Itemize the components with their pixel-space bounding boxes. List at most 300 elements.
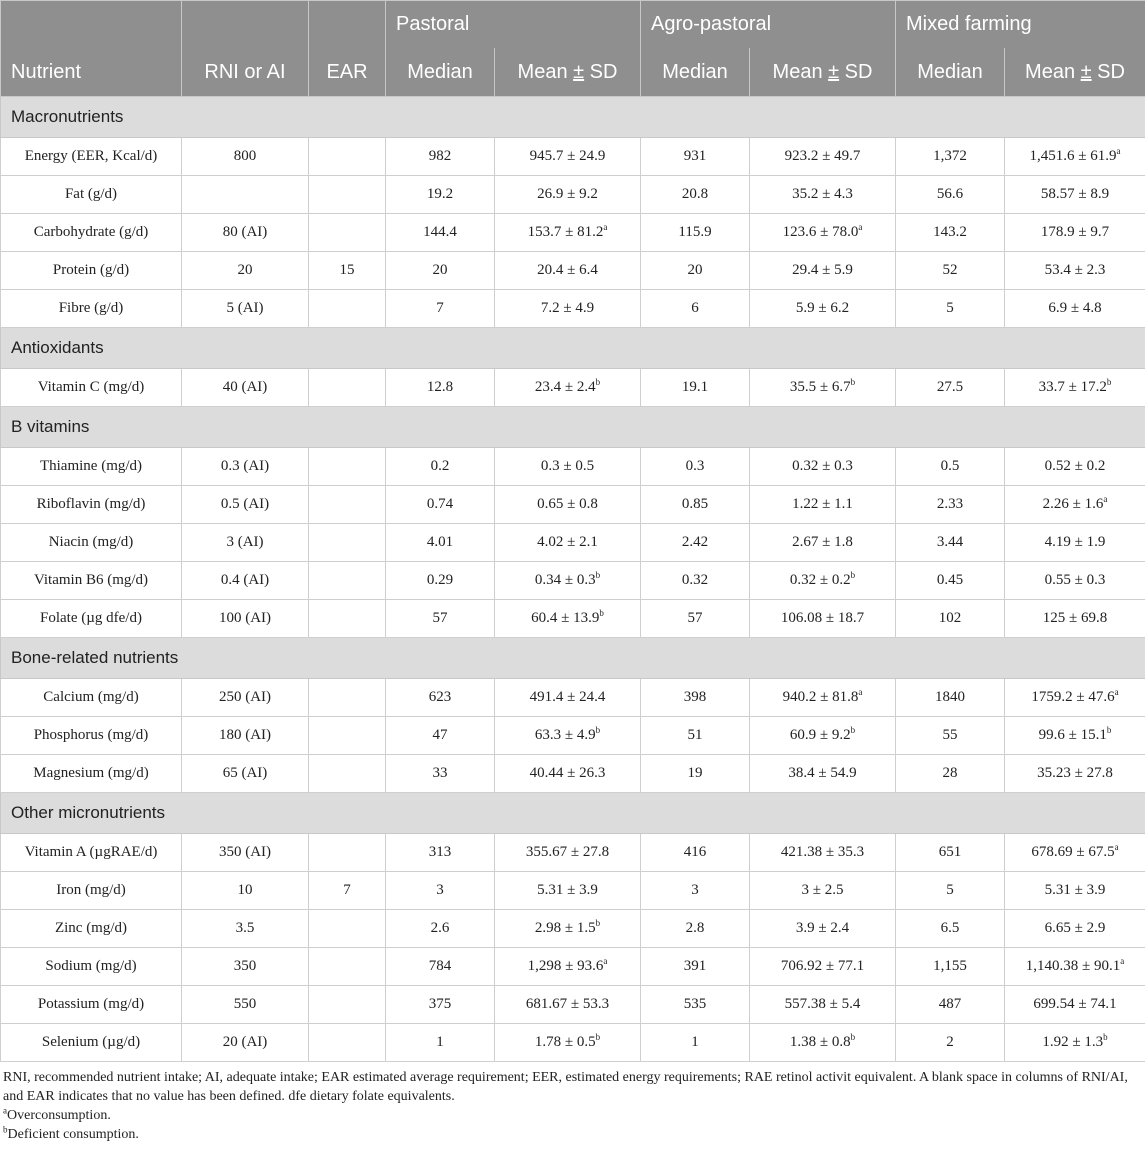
cell-nutrient bbox=[1, 910, 182, 948]
cell-ear bbox=[309, 948, 386, 986]
cell-value: 1.22 ± 1.1 bbox=[792, 496, 853, 512]
cell-value: 375 bbox=[428, 996, 452, 1012]
cell-value: 982 bbox=[428, 148, 452, 164]
cell-median bbox=[386, 755, 495, 793]
cell-value: 416 bbox=[683, 844, 707, 860]
cell-value: 940.2 ± 81.8 bbox=[782, 689, 859, 705]
table-row bbox=[1, 524, 1145, 562]
cell-ear bbox=[309, 562, 386, 600]
cell-mean-sd bbox=[750, 948, 896, 986]
cell-rni bbox=[182, 524, 309, 562]
cell-nutrient bbox=[1, 600, 182, 638]
cell-value: 706.92 ± 77.1 bbox=[780, 958, 865, 974]
table-row bbox=[1, 369, 1145, 407]
cell-value: 0.4 (AI) bbox=[220, 572, 270, 588]
cell-value: 1,372 bbox=[933, 148, 967, 164]
cell-mean-sd bbox=[495, 448, 641, 486]
cell-ear bbox=[309, 717, 386, 755]
footnote-marker: b bbox=[1106, 377, 1112, 387]
column-header-mean-sd: Mean ± SD bbox=[750, 48, 896, 97]
cell-value: 0.65 ± 0.8 bbox=[537, 496, 598, 512]
cell-value: Sodium (mg/d) bbox=[45, 958, 137, 974]
cell-nutrient bbox=[1, 755, 182, 793]
cell-value: 51 bbox=[687, 727, 703, 743]
table-row bbox=[1, 562, 1145, 600]
footnote-marker: a bbox=[1114, 842, 1119, 852]
footnote-marker: b bbox=[850, 570, 856, 580]
cell-nutrient bbox=[1, 562, 182, 600]
cell-median bbox=[896, 214, 1005, 252]
group-header-agro-pastoral: Agro-pastoral bbox=[641, 1, 896, 49]
cell-value: Calcium (mg/d) bbox=[43, 689, 139, 705]
cell-median bbox=[386, 834, 495, 872]
section-row bbox=[1, 638, 1145, 679]
footnote-marker: b bbox=[1106, 725, 1112, 735]
cell-mean-sd bbox=[1005, 834, 1145, 872]
cell-mean-sd bbox=[495, 214, 641, 252]
cell-value: 2.67 ± 1.8 bbox=[792, 534, 853, 550]
cell-value: Protein (g/d) bbox=[52, 262, 130, 278]
cell-value: 2.98 ± 1.5 bbox=[534, 920, 596, 936]
cell-value: Iron (mg/d) bbox=[56, 882, 126, 898]
section-row bbox=[1, 97, 1145, 138]
footnote-abbreviations: RNI, recommended nutrient intake; AI, adequate intake; EAR estimated average requirement; EER, estimated energy requirements; RAE retinol activit equivalent. A blank space in columns of RNI/AI, and EAR indicates that no value has been defined. dfe dietary folate equivalents. bbox=[3, 1070, 1128, 1104]
cell-value: 35.2 ± 4.3 bbox=[792, 186, 853, 202]
footnote-marker: b bbox=[595, 377, 601, 387]
section-title: Bone-related nutrients bbox=[1, 638, 1145, 679]
cell-mean-sd bbox=[495, 252, 641, 290]
cell-median bbox=[896, 834, 1005, 872]
footnote-marker: a bbox=[1116, 146, 1121, 156]
cell-mean-sd bbox=[750, 486, 896, 524]
table-row bbox=[1, 755, 1145, 793]
table-row bbox=[1, 834, 1145, 872]
cell-mean-sd bbox=[495, 755, 641, 793]
cell-mean-sd bbox=[750, 834, 896, 872]
cell-value: 2 bbox=[946, 1034, 954, 1050]
cell-median bbox=[896, 948, 1005, 986]
cell-value: Vitamin B6 (mg/d) bbox=[33, 572, 149, 588]
footnote-b-text: Deficient consumption. bbox=[7, 1127, 139, 1142]
cell-median bbox=[386, 872, 495, 910]
cell-median bbox=[896, 872, 1005, 910]
cell-nutrient bbox=[1, 872, 182, 910]
footnote-b-mark: b bbox=[3, 1124, 8, 1135]
cell-value: 143.2 bbox=[933, 224, 967, 240]
cell-value: 350 bbox=[233, 958, 257, 974]
table-row bbox=[1, 1024, 1145, 1062]
table-row bbox=[1, 910, 1145, 948]
cell-value: 123.6 ± 78.0 bbox=[782, 224, 859, 240]
cell-median bbox=[386, 138, 495, 176]
cell-value: 5 bbox=[946, 300, 954, 316]
cell-value: 800 bbox=[233, 148, 257, 164]
cell-median bbox=[386, 562, 495, 600]
cell-mean-sd bbox=[750, 717, 896, 755]
cell-value: 3 bbox=[436, 882, 444, 898]
cell-value: 80 (AI) bbox=[222, 224, 268, 240]
cell-mean-sd bbox=[1005, 138, 1145, 176]
cell-median bbox=[896, 486, 1005, 524]
table-header bbox=[1, 1, 1145, 97]
cell-median bbox=[641, 755, 750, 793]
cell-median bbox=[641, 679, 750, 717]
cell-nutrient bbox=[1, 948, 182, 986]
footnote-marker: a bbox=[1120, 956, 1125, 966]
cell-value: 0.2 bbox=[430, 458, 450, 474]
cell-value: 398 bbox=[683, 689, 707, 705]
cell-value: 4.02 ± 2.1 bbox=[537, 534, 598, 550]
cell-rni bbox=[182, 562, 309, 600]
column-header-ear: EAR bbox=[309, 48, 386, 97]
cell-value: 53.4 ± 2.3 bbox=[1044, 262, 1106, 278]
cell-mean-sd bbox=[1005, 524, 1145, 562]
cell-value: 33.7 ± 17.2 bbox=[1038, 379, 1107, 395]
cell-value: 4.01 bbox=[426, 534, 454, 550]
column-header-median: Median bbox=[896, 48, 1005, 97]
cell-value: 0.3 (AI) bbox=[220, 458, 270, 474]
cell-value: 63.3 ± 4.9 bbox=[534, 727, 596, 743]
column-header-median: Median bbox=[386, 48, 495, 97]
cell-value: Fat (g/d) bbox=[64, 186, 118, 202]
cell-median bbox=[641, 138, 750, 176]
cell-value: 38.4 ± 54.9 bbox=[788, 765, 857, 781]
cell-value: 2.26 ± 1.6 bbox=[1042, 496, 1104, 512]
cell-rni bbox=[182, 369, 309, 407]
cell-value: 651 bbox=[938, 844, 962, 860]
cell-value: 557.38 ± 5.4 bbox=[784, 996, 861, 1012]
cell-median bbox=[386, 486, 495, 524]
cell-value: 60.9 ± 9.2 bbox=[789, 727, 851, 743]
cell-median bbox=[896, 562, 1005, 600]
cell-mean-sd bbox=[495, 369, 641, 407]
cell-value: 1,155 bbox=[933, 958, 967, 974]
cell-value: 0.32 ± 0.2 bbox=[789, 572, 851, 588]
cell-mean-sd bbox=[495, 948, 641, 986]
cell-value: 355.67 ± 27.8 bbox=[525, 844, 610, 860]
cell-ear bbox=[309, 214, 386, 252]
cell-value: 0.5 bbox=[940, 458, 960, 474]
cell-value: 0.52 ± 0.2 bbox=[1044, 458, 1106, 474]
cell-value: 784 bbox=[428, 958, 452, 974]
footnote-marker: b bbox=[850, 377, 856, 387]
cell-mean-sd bbox=[750, 755, 896, 793]
cell-median bbox=[641, 369, 750, 407]
cell-value: 5 (AI) bbox=[226, 300, 264, 316]
cell-value: 550 bbox=[233, 996, 257, 1012]
column-header-mean-sd: Mean ± SD bbox=[495, 48, 641, 97]
cell-value: 15 bbox=[339, 262, 355, 278]
cell-median bbox=[386, 986, 495, 1024]
cell-value: 623 bbox=[428, 689, 452, 705]
cell-value: 3 ± 2.5 bbox=[801, 882, 844, 898]
section-title: Macronutrients bbox=[1, 97, 1145, 138]
cell-nutrient bbox=[1, 176, 182, 214]
cell-median bbox=[386, 214, 495, 252]
cell-rni bbox=[182, 679, 309, 717]
cell-value: 1.78 ± 0.5 bbox=[534, 1034, 596, 1050]
cell-nutrient bbox=[1, 448, 182, 486]
cell-rni bbox=[182, 214, 309, 252]
cell-value: 19 bbox=[687, 765, 703, 781]
cell-value: Zinc (mg/d) bbox=[54, 920, 128, 936]
footnote-marker: b bbox=[595, 918, 601, 928]
cell-rni bbox=[182, 290, 309, 328]
cell-value: Phosphorus (mg/d) bbox=[33, 727, 149, 743]
footnote-marker: b bbox=[599, 608, 604, 618]
cell-value: Potassium (mg/d) bbox=[37, 996, 145, 1012]
footnote-a-text: Overconsumption. bbox=[7, 1108, 111, 1123]
cell-value: 65 (AI) bbox=[222, 765, 268, 781]
cell-value: 391 bbox=[683, 958, 707, 974]
cell-value: 3 bbox=[691, 882, 699, 898]
cell-median bbox=[896, 252, 1005, 290]
table-row bbox=[1, 948, 1145, 986]
cell-median bbox=[641, 600, 750, 638]
cell-mean-sd bbox=[750, 986, 896, 1024]
cell-mean-sd bbox=[495, 717, 641, 755]
cell-rni bbox=[182, 138, 309, 176]
cell-median bbox=[386, 176, 495, 214]
cell-rni bbox=[182, 486, 309, 524]
section-title: Antioxidants bbox=[1, 328, 1145, 369]
cell-median bbox=[386, 448, 495, 486]
cell-mean-sd bbox=[1005, 986, 1145, 1024]
cell-median bbox=[896, 138, 1005, 176]
cell-value: 28 bbox=[942, 765, 958, 781]
cell-value: 681.67 ± 53.3 bbox=[525, 996, 610, 1012]
cell-median bbox=[386, 252, 495, 290]
cell-mean-sd bbox=[495, 834, 641, 872]
cell-median bbox=[641, 717, 750, 755]
table-row bbox=[1, 717, 1145, 755]
cell-value: 2.33 bbox=[936, 496, 964, 512]
cell-value: 57 bbox=[432, 610, 448, 626]
group-header-blank bbox=[182, 1, 309, 49]
cell-median bbox=[896, 290, 1005, 328]
cell-rni bbox=[182, 600, 309, 638]
cell-value: 1840 bbox=[935, 689, 965, 705]
section-row bbox=[1, 407, 1145, 448]
cell-value: 923.2 ± 49.7 bbox=[784, 148, 861, 164]
cell-nutrient bbox=[1, 138, 182, 176]
cell-value: 250 (AI) bbox=[218, 689, 272, 705]
cell-median bbox=[896, 986, 1005, 1024]
cell-value: 20 (AI) bbox=[222, 1034, 268, 1050]
column-header-rni: RNI or AI bbox=[182, 48, 309, 97]
cell-median bbox=[896, 600, 1005, 638]
cell-mean-sd bbox=[1005, 369, 1145, 407]
cell-value: 56.6 bbox=[936, 186, 964, 202]
cell-median bbox=[896, 679, 1005, 717]
cell-median bbox=[641, 872, 750, 910]
cell-value: 0.85 bbox=[681, 496, 709, 512]
cell-mean-sd bbox=[1005, 717, 1145, 755]
cell-mean-sd bbox=[1005, 679, 1145, 717]
table-row bbox=[1, 290, 1145, 328]
cell-value: 3.44 bbox=[936, 534, 964, 550]
cell-value: 0.32 ± 0.3 bbox=[792, 458, 853, 474]
cell-rni bbox=[182, 755, 309, 793]
cell-ear bbox=[309, 448, 386, 486]
cell-value: 100 (AI) bbox=[218, 610, 272, 626]
cell-rni bbox=[182, 1024, 309, 1062]
cell-mean-sd bbox=[495, 986, 641, 1024]
cell-nutrient bbox=[1, 214, 182, 252]
cell-value: Vitamin C (mg/d) bbox=[37, 379, 145, 395]
cell-value: 102 bbox=[938, 610, 962, 626]
section-title: B vitamins bbox=[1, 407, 1145, 448]
cell-median bbox=[386, 679, 495, 717]
cell-median bbox=[386, 369, 495, 407]
cell-nutrient bbox=[1, 834, 182, 872]
cell-value: Selenium (µg/d) bbox=[41, 1034, 141, 1050]
cell-value: 52 bbox=[942, 262, 958, 278]
cell-value: 313 bbox=[428, 844, 452, 860]
column-header-median: Median bbox=[641, 48, 750, 97]
cell-value: Magnesium (mg/d) bbox=[33, 765, 149, 781]
cell-ear bbox=[309, 755, 386, 793]
cell-value: 1,451.6 ± 61.9 bbox=[1029, 148, 1117, 164]
cell-value: 106.08 ± 18.7 bbox=[780, 610, 865, 626]
cell-value: Energy (EER, Kcal/d) bbox=[24, 148, 158, 164]
cell-value: 1.38 ± 0.8 bbox=[789, 1034, 851, 1050]
cell-ear bbox=[309, 524, 386, 562]
cell-value: 2.42 bbox=[681, 534, 709, 550]
cell-rni bbox=[182, 910, 309, 948]
cell-value: 4.19 ± 1.9 bbox=[1044, 534, 1106, 550]
cell-mean-sd bbox=[1005, 448, 1145, 486]
cell-median bbox=[641, 176, 750, 214]
table-row bbox=[1, 448, 1145, 486]
section-title: Other micronutrients bbox=[1, 793, 1145, 834]
cell-mean-sd bbox=[1005, 872, 1145, 910]
cell-mean-sd bbox=[750, 448, 896, 486]
cell-value: 1759.2 ± 47.6 bbox=[1031, 689, 1115, 705]
cell-value: 58.57 ± 8.9 bbox=[1040, 186, 1110, 202]
cell-value: 19.2 bbox=[426, 186, 454, 202]
column-header-row bbox=[1, 48, 1145, 97]
cell-value: 144.4 bbox=[423, 224, 457, 240]
cell-value: Carbohydrate (g/d) bbox=[33, 224, 149, 240]
cell-ear bbox=[309, 369, 386, 407]
cell-value: 35.23 ± 27.8 bbox=[1037, 765, 1113, 781]
cell-value: 1,298 ± 93.6 bbox=[527, 958, 604, 974]
cell-value: 5 bbox=[946, 882, 954, 898]
cell-ear bbox=[309, 872, 386, 910]
cell-value: 20 bbox=[237, 262, 253, 278]
cell-rni bbox=[182, 717, 309, 755]
cell-median bbox=[641, 448, 750, 486]
cell-value: 57 bbox=[687, 610, 703, 626]
cell-median bbox=[896, 176, 1005, 214]
cell-rni bbox=[182, 872, 309, 910]
cell-value: 99.6 ± 15.1 bbox=[1038, 727, 1107, 743]
cell-nutrient bbox=[1, 524, 182, 562]
cell-value: 20 bbox=[687, 262, 703, 278]
cell-median bbox=[641, 910, 750, 948]
footnote-marker: b bbox=[595, 1032, 601, 1042]
table-body bbox=[1, 97, 1145, 1062]
footnote-marker: b bbox=[595, 725, 601, 735]
table-footnotes bbox=[0, 1068, 1145, 1144]
cell-ear bbox=[309, 252, 386, 290]
cell-value: 3 (AI) bbox=[226, 534, 264, 550]
cell-nutrient bbox=[1, 679, 182, 717]
group-header-blank bbox=[1, 1, 182, 49]
cell-median bbox=[641, 290, 750, 328]
cell-ear bbox=[309, 176, 386, 214]
footnote-a bbox=[0, 1106, 1145, 1125]
cell-value: 55 bbox=[942, 727, 958, 743]
table-row bbox=[1, 176, 1145, 214]
cell-value: 6.65 ± 2.9 bbox=[1044, 920, 1106, 936]
footnote-marker: b bbox=[1103, 1032, 1108, 1042]
cell-value: 23.4 ± 2.4 bbox=[534, 379, 596, 395]
table-row bbox=[1, 679, 1145, 717]
cell-value: 6.5 bbox=[940, 920, 960, 936]
cell-value: 7 bbox=[436, 300, 444, 316]
cell-mean-sd bbox=[750, 369, 896, 407]
cell-mean-sd bbox=[1005, 562, 1145, 600]
cell-median bbox=[896, 448, 1005, 486]
cell-mean-sd bbox=[1005, 948, 1145, 986]
cell-mean-sd bbox=[1005, 176, 1145, 214]
cell-ear bbox=[309, 910, 386, 948]
cell-mean-sd bbox=[750, 679, 896, 717]
cell-rni bbox=[182, 448, 309, 486]
cell-value: 0.3 ± 0.5 bbox=[540, 458, 595, 474]
cell-median bbox=[386, 290, 495, 328]
cell-rni bbox=[182, 986, 309, 1024]
cell-value: 40.44 ± 26.3 bbox=[529, 765, 606, 781]
cell-median bbox=[896, 910, 1005, 948]
cell-mean-sd bbox=[1005, 290, 1145, 328]
cell-mean-sd bbox=[750, 214, 896, 252]
cell-median bbox=[641, 1024, 750, 1062]
cell-mean-sd bbox=[495, 290, 641, 328]
cell-rni bbox=[182, 834, 309, 872]
cell-value: 0.34 ± 0.3 bbox=[534, 572, 596, 588]
cell-mean-sd bbox=[495, 486, 641, 524]
table-row bbox=[1, 214, 1145, 252]
cell-value: 5.31 ± 3.9 bbox=[1044, 882, 1106, 898]
cell-median bbox=[386, 1024, 495, 1062]
cell-mean-sd bbox=[750, 138, 896, 176]
footnote-marker: b bbox=[595, 570, 601, 580]
cell-value: 535 bbox=[683, 996, 707, 1012]
cell-value: 10 bbox=[237, 882, 253, 898]
cell-mean-sd bbox=[495, 910, 641, 948]
cell-nutrient bbox=[1, 717, 182, 755]
table-row bbox=[1, 872, 1145, 910]
cell-median bbox=[896, 717, 1005, 755]
footnote-marker: a bbox=[858, 222, 863, 232]
cell-ear bbox=[309, 834, 386, 872]
cell-ear bbox=[309, 486, 386, 524]
cell-median bbox=[386, 910, 495, 948]
group-header-blank bbox=[309, 1, 386, 49]
cell-ear bbox=[309, 986, 386, 1024]
table-row bbox=[1, 486, 1145, 524]
cell-value: 3.5 bbox=[235, 920, 255, 936]
cell-median bbox=[386, 524, 495, 562]
cell-mean-sd bbox=[750, 252, 896, 290]
table-row bbox=[1, 252, 1145, 290]
cell-mean-sd bbox=[750, 524, 896, 562]
cell-value: 0.74 bbox=[426, 496, 454, 512]
cell-mean-sd bbox=[495, 872, 641, 910]
